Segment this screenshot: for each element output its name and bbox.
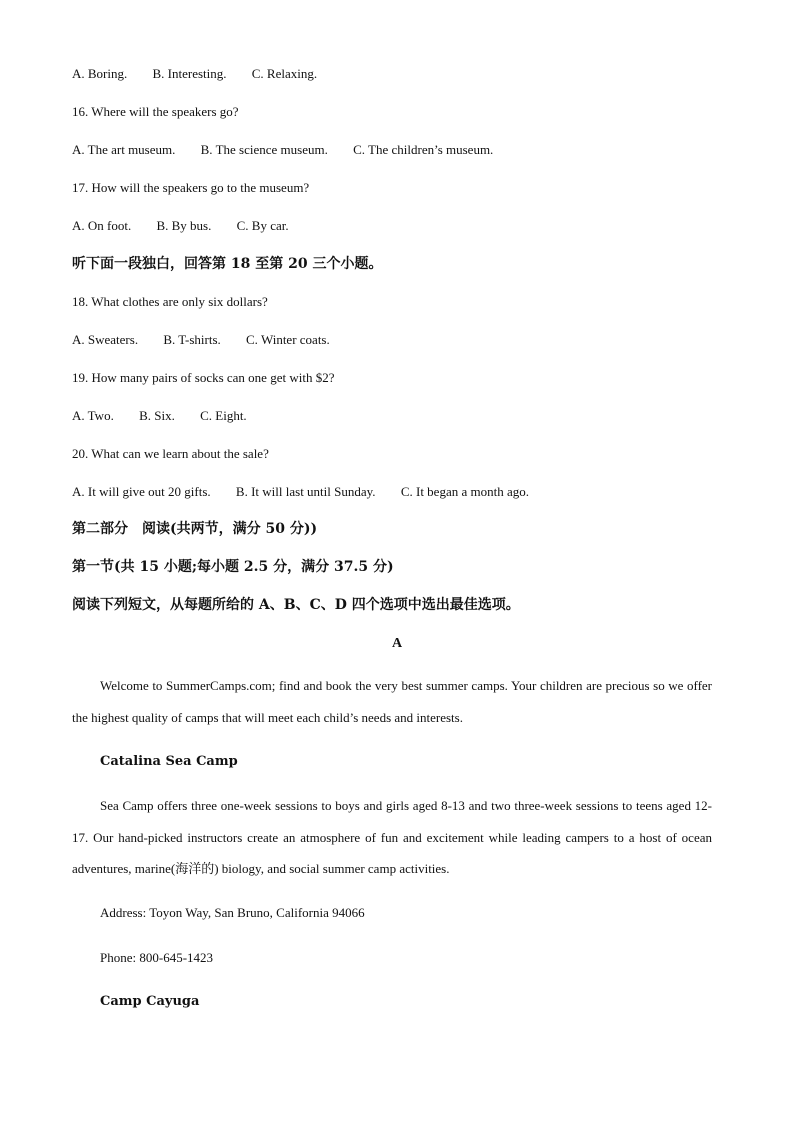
camp1-address: Address: Toyon Way, San Bruno, California 94066 (100, 905, 365, 920)
section1-title: 第一节(共 15 小题;每小题 2.5 分，满分 37.5 分) (72, 559, 394, 575)
option-a: A. It will give out 20 gifts. (72, 484, 211, 499)
q17-options (72, 218, 289, 234)
camp1-description: Sea Camp offers three one-week sessions to boys and girls aged 8-13 and two three-week sessions to teens aged 12-17. Our hand-picked instructors create an atmosphere of fun and excitement while leading campers to a host of ocean adventures, marine(海洋的) biology, and social summer camp activities. (72, 798, 712, 876)
option-c: C. By car. (236, 218, 289, 233)
option-c: C. The children’s museum. (353, 142, 494, 157)
option-b: B. By bus. (156, 218, 212, 233)
intro-paragraph: Welcome to SummerCamps.com; find and book the very best summer camps. Your children are precious so we offer the highest quality of camps that will meet each child’s needs and interests. (72, 678, 712, 725)
reading-instructions: 阅读下列短文，从每题所给的 A、B、C、D 四个选项中选出最佳选项。 (72, 597, 520, 613)
option-b: B. Interesting. (152, 66, 227, 81)
question-20: 20. What can we learn about the sale? (72, 446, 269, 461)
part2-title: 第二部分 阅读(共两节，满分 50 分)) (72, 521, 318, 537)
question-18: 18. What clothes are only six dollars? (72, 294, 268, 309)
option-b: B. Six. (139, 408, 175, 423)
monologue-heading: 听下面一段独白，回答第 18 至第 20 三个小题。 (72, 256, 383, 272)
option-a: A. On foot. (72, 218, 132, 233)
option-c: C. Winter coats. (246, 332, 330, 347)
option-c: C. Relaxing. (251, 66, 318, 81)
camp1-name: Catalina Sea Camp (100, 754, 238, 769)
option-b: B. It will last until Sunday. (235, 484, 376, 499)
option-b: B. T-shirts. (163, 332, 221, 347)
q18-options (72, 332, 330, 348)
option-c: C. It began a month ago. (400, 484, 529, 499)
question-19: 19. How many pairs of socks can one get with $2? (72, 370, 335, 385)
q20-options (72, 484, 529, 500)
q16-options (72, 142, 493, 158)
camp1-phone: Phone: 800-645-1423 (100, 950, 214, 965)
question-17: 17. How will the speakers go to the museum? (72, 180, 310, 195)
option-b: B. The science museum. (200, 142, 328, 157)
option-a: A. Two. (72, 408, 114, 423)
passage-letter: A (391, 636, 403, 651)
option-a: A. The art museum. (72, 142, 176, 157)
option-c: C. Eight. (200, 408, 247, 423)
camp2-name: Camp Cayuga (100, 994, 200, 1009)
option-a: A. Boring. (72, 66, 128, 81)
q15-options (72, 66, 317, 82)
question-16: 16. Where will the speakers go? (72, 104, 239, 119)
q19-options (72, 408, 247, 424)
option-a: A. Sweaters. (72, 332, 139, 347)
